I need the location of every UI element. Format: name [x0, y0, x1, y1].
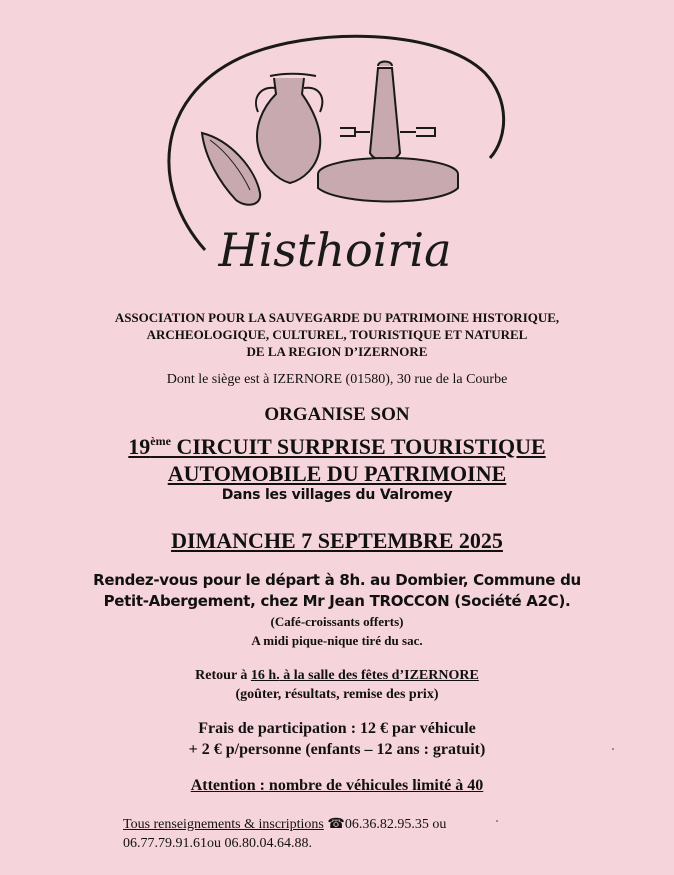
rendezvous-line-1: Rendez-vous pour le départ à 8h. au Dombier, Commune du: [93, 571, 581, 589]
association-description: [80, 309, 594, 360]
histhoiria-logo: [150, 28, 520, 278]
association-line-3: DE LA REGION D’IZERNORE: [246, 344, 428, 359]
scan-speck: [496, 820, 498, 822]
logo-wordmark: Histhoiria: [218, 223, 452, 277]
fees-line-2: + 2 € p/personne (enfants – 12 ans : gratuit): [188, 741, 486, 758]
phone-3: 06.80.04.64.88.: [221, 836, 312, 851]
association-seat: Dont le siège est à IZERNORE (01580), 30 rue de la Courbe: [166, 372, 508, 387]
return-info: [0, 666, 674, 704]
fees-line-1: Frais de participation : 12 € par véhicule: [198, 720, 476, 737]
return-place: à la salle des fêtes d’IZERNORE: [279, 668, 479, 683]
contact-label: Tous renseignements & inscriptions: [123, 817, 324, 832]
cafe-note: (Café-croissants offerts): [270, 614, 404, 629]
scan-speck: [612, 748, 614, 750]
association-line-2: ARCHEOLOGIQUE, CULTUREL, TOURISTIQUE ET NATUREL: [146, 327, 528, 342]
association-line-1: ASSOCIATION POUR LA SAUVEGARDE DU PATRIMOINE HISTORIQUE,: [114, 310, 560, 325]
event-title: [0, 428, 674, 487]
rendezvous-line-2: Petit-Abergement, chez Mr Jean TROCCON (Société A2C).: [103, 592, 571, 610]
event-title-line-1: [128, 434, 545, 459]
picnic-note: A midi pique-nique tiré du sac.: [251, 633, 423, 648]
edition-suffix: ème: [150, 434, 171, 448]
fees-info: [0, 718, 674, 760]
contact-info: [123, 815, 446, 853]
title-line-1-text: CIRCUIT SURPRISE TOURISTIQUE: [170, 434, 546, 459]
edition-number: 19: [128, 434, 151, 459]
return-details: (goûter, résultats, remise des prix): [235, 687, 439, 702]
event-villages: Dans les villages du Valromey: [221, 487, 453, 503]
phone-1: 06.36.82.95.35 ou: [341, 817, 447, 832]
phone-2: 06.77.79.91.61: [123, 836, 207, 851]
return-time: 16 h.: [250, 668, 280, 683]
phone-separator: ou: [207, 836, 221, 851]
event-date: DIMANCHE 7 SEPTEMBRE 2025: [171, 528, 503, 553]
organise-heading: ORGANISE SON: [264, 404, 410, 425]
meal-info: [0, 612, 674, 650]
return-prefix: Retour à: [195, 668, 251, 683]
phone-icon: ☎: [327, 817, 345, 832]
vehicle-limit-notice: Attention : nombre de véhicules limité à 40: [190, 777, 484, 794]
event-title-line-2: AUTOMOBILE DU PATRIMOINE: [167, 461, 507, 486]
rendezvous-info: [0, 570, 674, 612]
